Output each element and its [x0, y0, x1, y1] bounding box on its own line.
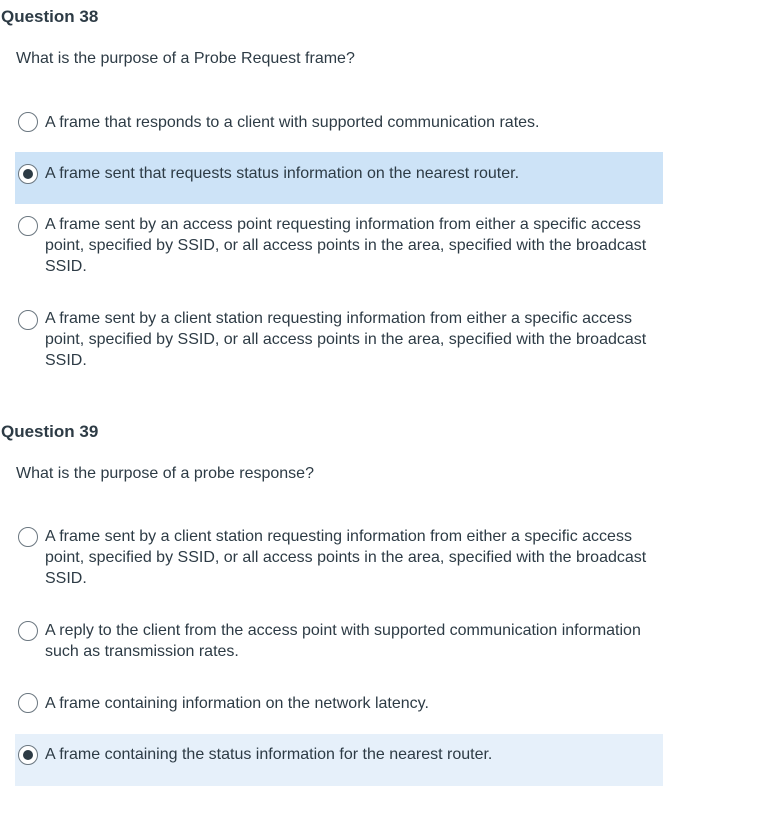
question-title: Question 39 [1, 422, 99, 441]
question-text: What is the purpose of a probe response? [16, 465, 314, 482]
answer-label: A frame containing information on the network latency. [45, 695, 429, 712]
radio-button[interactable] [18, 693, 38, 713]
answer-label: A frame sent by a client station requesting information from either a specific access point, specified by SSID, or all access points in the area, specified with the broadcast SSID. [45, 310, 647, 369]
answer-label: A frame sent that requests status information on the nearest router. [45, 165, 520, 182]
radio-dot-icon [23, 750, 33, 760]
radio-button[interactable] [18, 527, 38, 547]
radio-button-checked[interactable] [18, 164, 38, 184]
answer-option[interactable] [15, 683, 663, 725]
answer-option-selected[interactable] [15, 152, 663, 204]
radio-button-checked[interactable] [18, 745, 38, 765]
answer-option-selected[interactable] [15, 734, 663, 786]
answer-label: A frame that responds to a client with supported communication rates. [45, 114, 540, 131]
answer-option[interactable] [15, 610, 663, 674]
answer-label: A frame sent by an access point requesting information from either a specific access point, specified by SSID, or all access points in the area, specified with the broadcast SSID. [45, 216, 647, 275]
radio-button[interactable] [18, 112, 38, 132]
answer-option[interactable] [15, 299, 663, 385]
radio-button[interactable] [18, 216, 38, 236]
radio-dot-icon [23, 169, 33, 179]
radio-button[interactable] [18, 621, 38, 641]
question-title: Question 38 [1, 7, 99, 26]
answer-label: A frame containing the status information for the nearest router. [45, 746, 493, 763]
answer-option[interactable] [15, 205, 663, 291]
radio-button[interactable] [18, 310, 38, 330]
answer-label: A frame sent by a client station requesting information from either a specific access point, specified by SSID, or all access points in the area, specified with the broadcast SSID. [45, 528, 647, 587]
answer-option[interactable] [15, 517, 663, 603]
answer-label: A reply to the client from the access point with supported communication information such as transmission rates. [45, 622, 641, 660]
answer-option[interactable] [15, 101, 663, 143]
question-text: What is the purpose of a Probe Request frame? [16, 50, 355, 67]
